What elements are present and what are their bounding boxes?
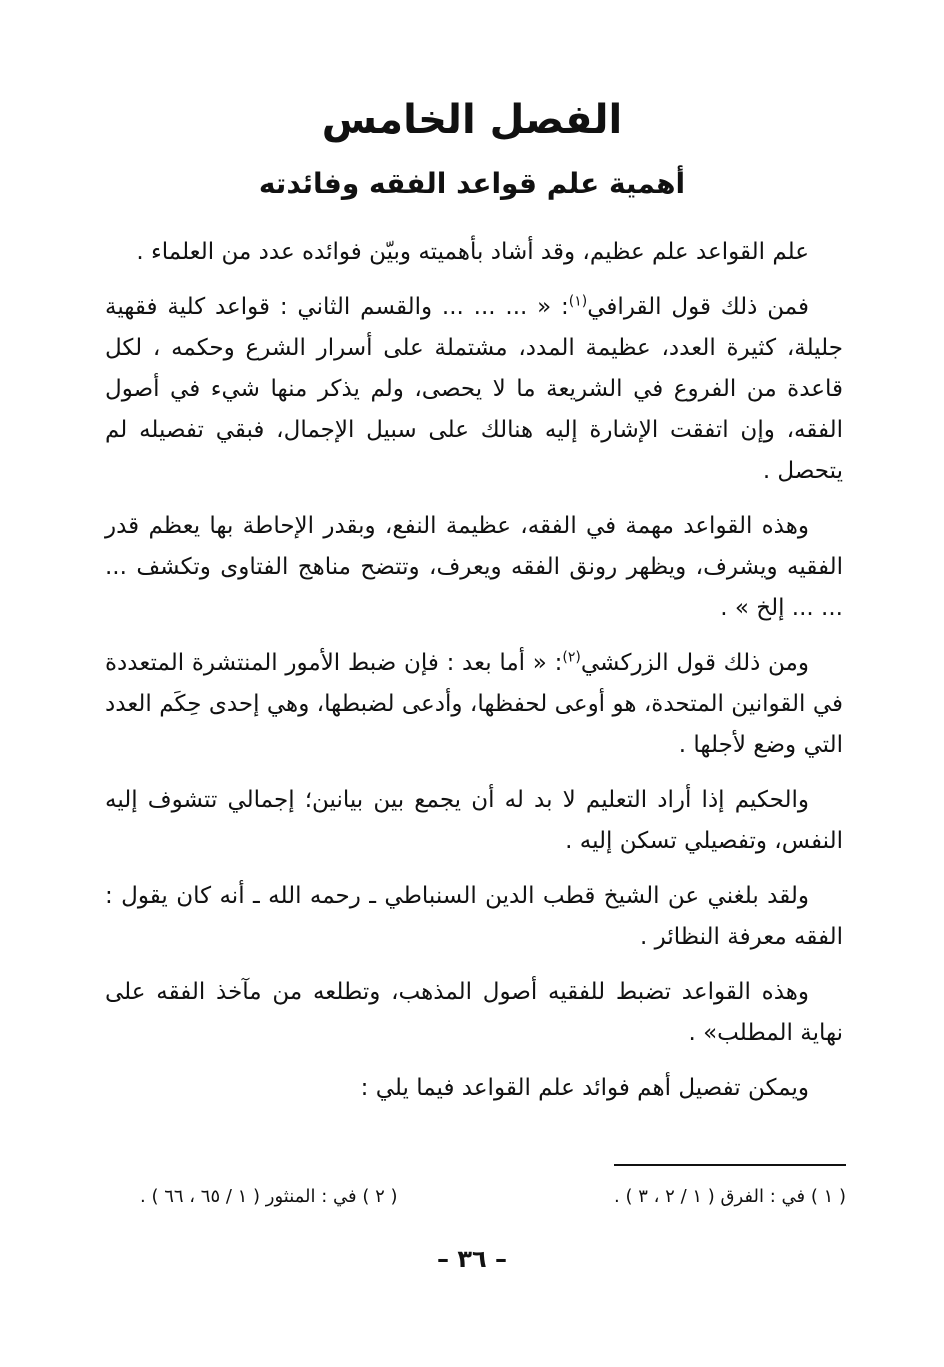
footnotes <box>140 1180 846 1214</box>
paragraph-text: : « أما بعد : فإن ضبط الأمور المنتشرة المتعددة في القوانين المتحدة، هو أوعى لحفظها، وأدعى لضبطها، وهي إحدى حِكَم العدد التي وضع لأجلها . <box>105 650 843 758</box>
paragraph-text: فمن ذلك قول القرافي <box>587 294 810 320</box>
paragraph-qarafi-continued <box>105 506 843 629</box>
paragraph-qarafi-quote <box>105 287 843 492</box>
paragraph-sunbati <box>105 876 843 958</box>
chapter-title: الفصل الخامس <box>321 97 623 143</box>
paragraph-usul <box>105 972 843 1054</box>
paragraph-text: وهذه القواعد مهمة في الفقه، عظيمة النفع، وبقدر الإحاطة بها يعظم قدر الفقيه ويشرف، ويظهر رونق الفقه ويعرف، وتتضح مناهج الفتاوى وتكشف ... ... ... إلخ » . <box>105 513 843 621</box>
footnote-1: ( ١ ) في : الفرق ( ١ / ٢ ، ٣ ) . <box>614 1186 846 1207</box>
paragraph-hakim <box>105 780 843 862</box>
paragraph-text: وهذه القواعد تضبط للفقيه أصول المذهب، وتطلعه من مآخذ الفقه على نهاية المطلب» . <box>105 979 843 1046</box>
paragraph-text: ولقد بلغني عن الشيخ قطب الدين السنباطي ـ رحمه الله ـ أنه كان يقول : الفقه معرفة النظائر . <box>105 883 843 950</box>
paragraph-text: ومن ذلك قول الزركشي <box>580 650 809 676</box>
footnote-divider <box>614 1164 846 1166</box>
footnote-2: ( ٢ ) في : المنثور ( ١ / ٦٥ ، ٦٦ ) . <box>140 1186 398 1207</box>
paragraph-zarkashi-quote <box>105 643 843 766</box>
paragraph-text: ويمكن تفصيل أهم فوائد علم القواعد فيما يلي : <box>360 1075 809 1101</box>
paragraph-text: : « ... ... ... والقسم الثاني : قواعد كلية فقهية جليلة، كثيرة العدد، عظيمة المدد، مشتملة على أسرار الشرع وحكمه ، لكل قاعدة من الفروع في الشريعة ما لا يحصى، ولم يذكر منها شيء في أصول الفقه، وإن اتفقت الإشارة إليه هنالك على سبيل الإجمال، فبقي تفصيله لم يتحصل . <box>105 294 843 484</box>
page-number: – ٣٦ – <box>436 1245 507 1273</box>
paragraph-text: علم القواعد علم عظيم، وقد أشاد بأهميته وبيّن فوائده عدد من العلماء . <box>136 239 809 265</box>
body-text <box>105 232 843 1123</box>
footnote-ref-1: (١) <box>568 293 588 310</box>
footnote-ref-2: (٢) <box>562 649 581 666</box>
section-title: أهمية علم قواعد الفقه وفائدته <box>258 167 686 200</box>
paragraph-text: والحكيم إذا أراد التعليم لا بد له أن يجمع بين بيانين؛ إجمالي تتشوف إليه النفس، وتفصيلي تسكن إليه . <box>105 787 843 854</box>
paragraph-benefits-intro <box>105 1068 843 1109</box>
paragraph-intro <box>105 232 843 273</box>
